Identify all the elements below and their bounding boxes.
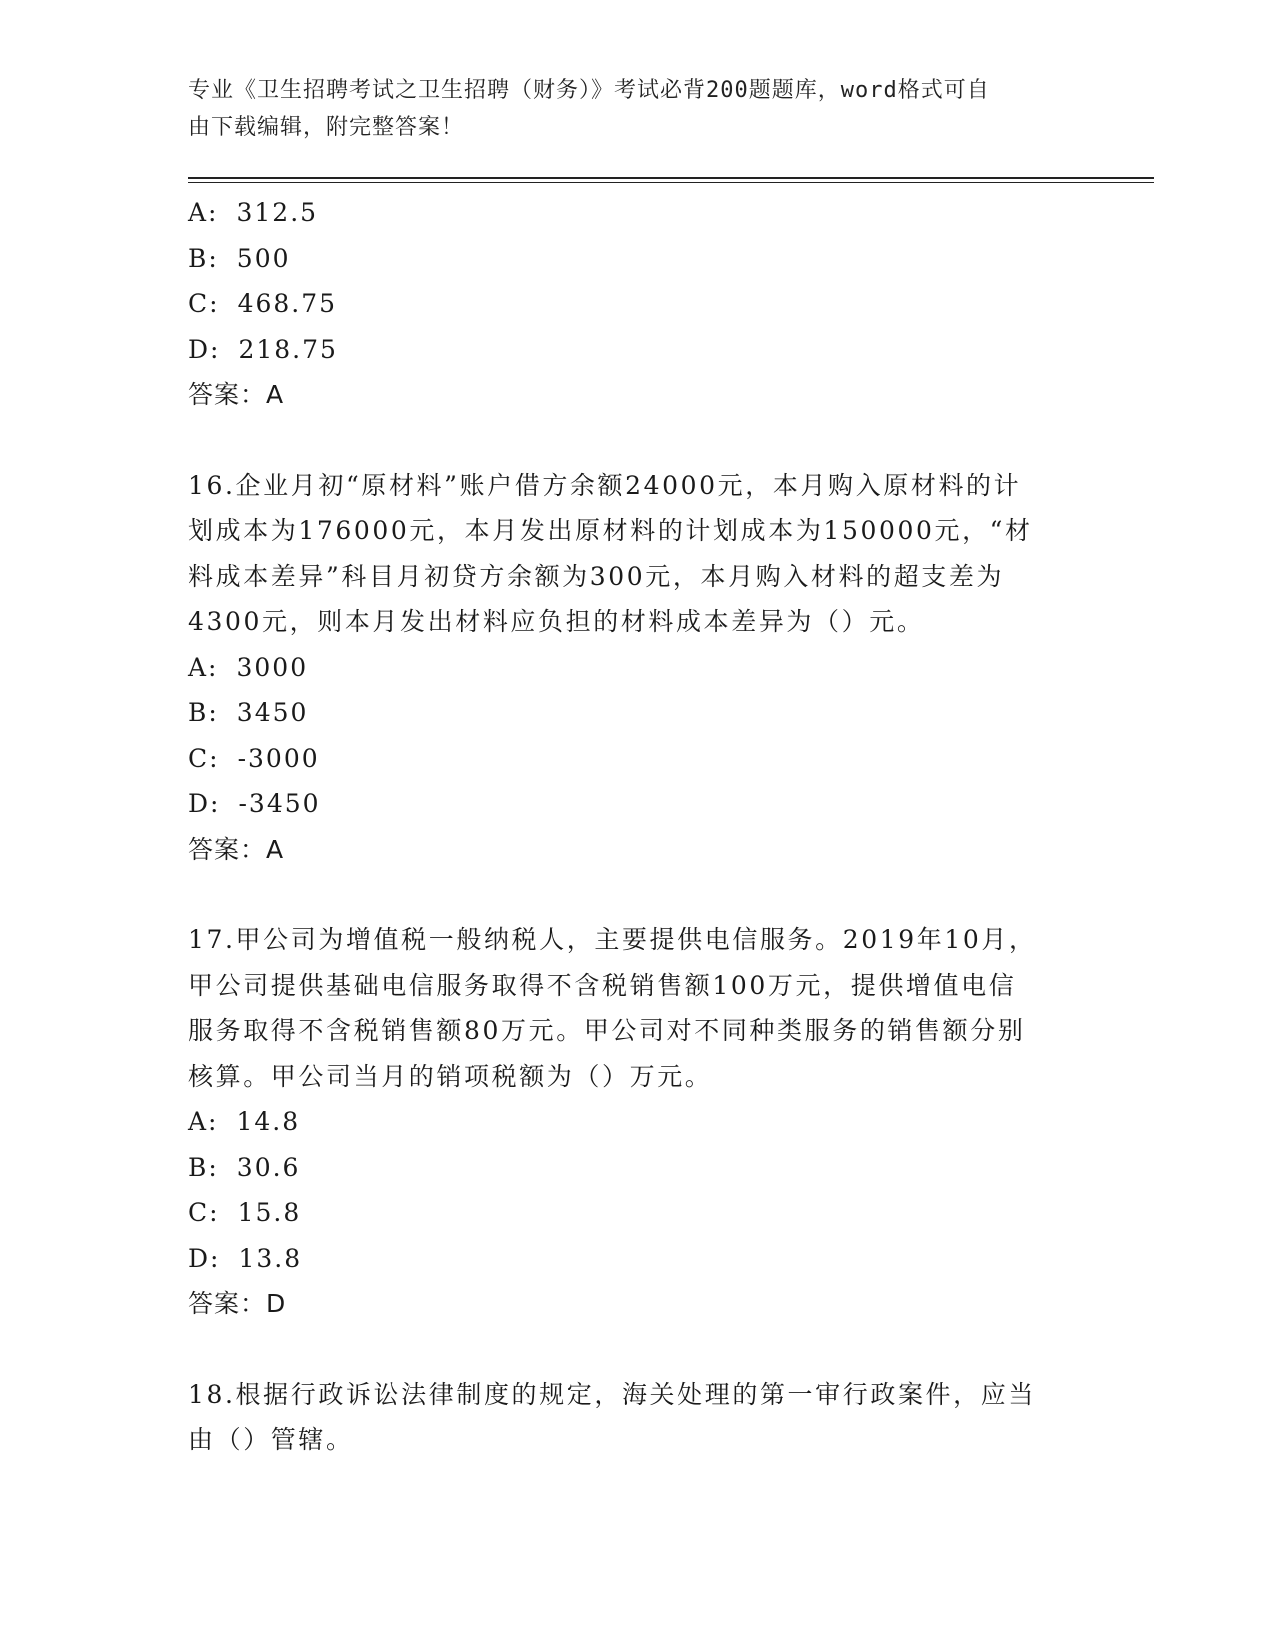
answer-label: 答案：D bbox=[188, 1289, 287, 1318]
question-line: 核算。甲公司当月的销项税额为（）万元。 bbox=[188, 1061, 713, 1091]
answer-label: 答案：A bbox=[188, 834, 285, 864]
question-line: 划成本为176000元，本月发出原材料的计划成本为150000元，“材 bbox=[188, 516, 1033, 545]
header-line-2: 由下载编辑，附完整答案！ bbox=[188, 115, 465, 140]
question-list bbox=[188, 190, 1078, 1463]
option-b bbox=[188, 1145, 1078, 1191]
option-letter: D: bbox=[188, 334, 221, 364]
option-letter: C: bbox=[188, 289, 220, 318]
option-letter: B: bbox=[188, 698, 219, 727]
option-text: 30.6 bbox=[236, 1152, 301, 1182]
option-letter: B: bbox=[188, 243, 219, 273]
header-line-1: 专业《卫生招聘考试之卫生招聘（财务）》考试必背200题题库，word格式可自 bbox=[188, 78, 990, 103]
option-letter: D: bbox=[188, 1243, 221, 1273]
option-text: 13.8 bbox=[238, 1243, 303, 1273]
question-17 bbox=[188, 917, 1078, 1327]
question-line: 16.企业月初“原材料”账户借方余额24000元，本月购入原材料的计 bbox=[188, 470, 1022, 500]
option-text: 468.75 bbox=[237, 289, 338, 318]
question-line: 18.根据行政诉讼法律制度的规定，海关处理的第一审行政案件，应当 bbox=[188, 1379, 1036, 1409]
header-divider-thin bbox=[188, 182, 1154, 183]
option-a bbox=[188, 645, 1078, 691]
option-text: 3450 bbox=[236, 698, 309, 727]
option-letter: B: bbox=[188, 1152, 219, 1182]
option-d bbox=[188, 327, 1078, 373]
question-text bbox=[188, 917, 1078, 1099]
option-text: 500 bbox=[236, 243, 291, 273]
header-divider-thick bbox=[188, 177, 1154, 179]
option-letter: C: bbox=[188, 743, 220, 773]
option-letter: A: bbox=[188, 198, 219, 227]
option-d bbox=[188, 781, 1078, 827]
question-line: 17.甲公司为增值税一般纳税人，主要提供电信服务。2019年10月， bbox=[188, 925, 1037, 954]
option-c bbox=[188, 1190, 1078, 1236]
option-letter: A: bbox=[188, 1107, 219, 1136]
question-18 bbox=[188, 1372, 1078, 1463]
option-text: -3450 bbox=[238, 789, 321, 818]
question-16 bbox=[188, 463, 1078, 873]
question-line: 料成本差异”科目月初贷方余额为300元，本月购入材料的超支差为 bbox=[188, 561, 1005, 591]
option-c bbox=[188, 736, 1078, 782]
question-line: 服务取得不含税销售额80万元。甲公司对不同种类服务的销售额分别 bbox=[188, 1016, 1026, 1045]
option-b bbox=[188, 690, 1078, 736]
option-b bbox=[188, 236, 1078, 282]
option-letter: C: bbox=[188, 1198, 220, 1227]
option-text: 218.75 bbox=[238, 334, 338, 364]
option-a bbox=[188, 190, 1078, 236]
option-c bbox=[188, 281, 1078, 327]
question-15 bbox=[188, 190, 1078, 418]
option-letter: A: bbox=[188, 652, 219, 682]
option-d bbox=[188, 1236, 1078, 1282]
option-a bbox=[188, 1099, 1078, 1145]
question-line: 由（）管辖。 bbox=[188, 1425, 354, 1454]
answer-label: 答案：A bbox=[188, 380, 285, 409]
question-line: 4300元，则本月发出材料应负担的材料成本差异为（）元。 bbox=[188, 607, 925, 636]
question-text bbox=[188, 1372, 1078, 1463]
option-text: 14.8 bbox=[236, 1107, 301, 1136]
document-header bbox=[188, 72, 1068, 146]
question-line: 甲公司提供基础电信服务取得不含税销售额100万元，提供增值电信 bbox=[188, 970, 1017, 1000]
option-text: -3000 bbox=[237, 743, 320, 773]
question-text bbox=[188, 463, 1078, 645]
option-text: 312.5 bbox=[236, 198, 319, 227]
option-text: 15.8 bbox=[237, 1198, 302, 1227]
option-letter: D: bbox=[188, 789, 221, 818]
option-text: 3000 bbox=[236, 652, 309, 682]
